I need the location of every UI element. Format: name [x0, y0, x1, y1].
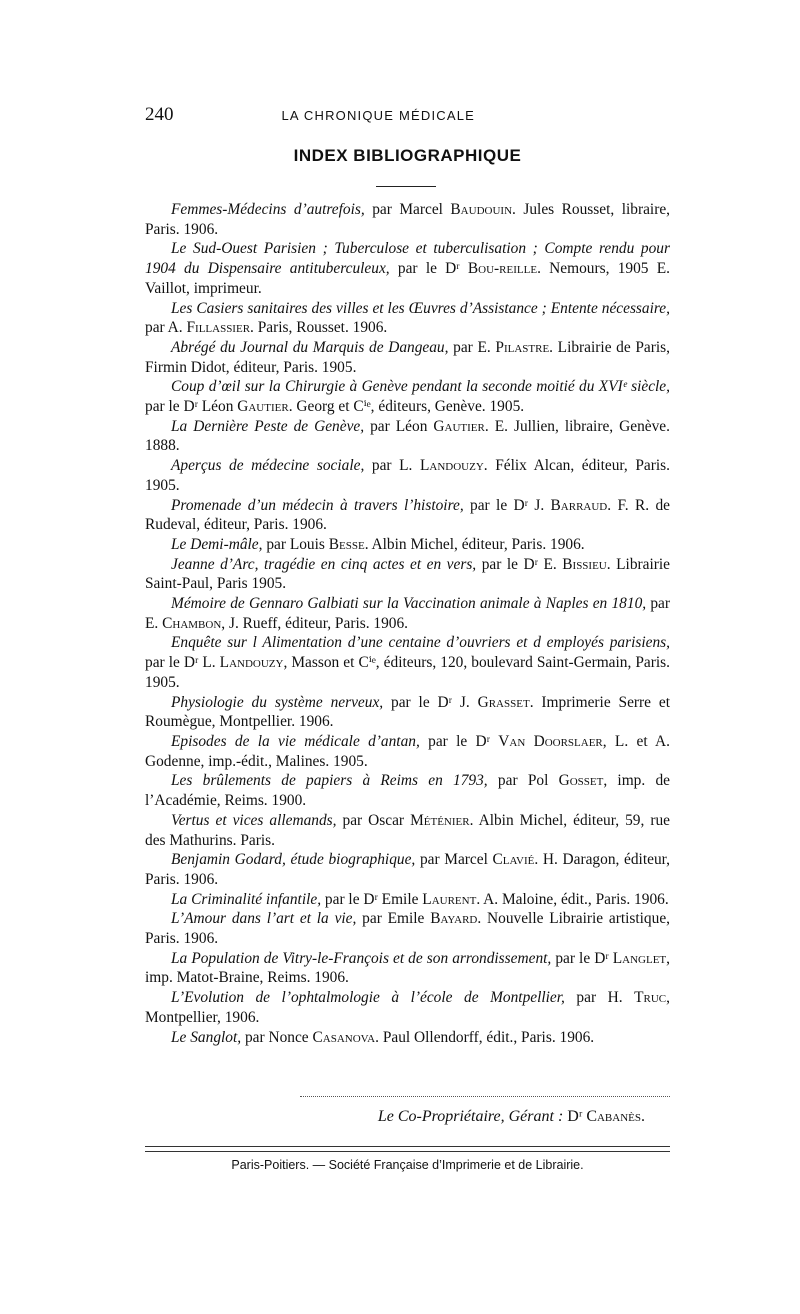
- entry-details: , imp. Matot-Braine, Reims. 1906.: [145, 949, 670, 987]
- bibliography-entry: [145, 456, 670, 495]
- bibliography-entry: [145, 377, 670, 416]
- bibliography-list: [145, 200, 670, 1047]
- bibliography-entry: [145, 811, 670, 850]
- entry-details: . Paul Ollendorff, édit., Paris. 1906.: [375, 1028, 595, 1046]
- entry-title: Les Casiers sanitaires des villes et les Œuvres d’Assistance ; Entente nécessaire,: [171, 299, 670, 317]
- running-head: [145, 104, 670, 126]
- entry-author: Van Doorslaer: [498, 732, 603, 750]
- entry-title: Physiologie du système nerveux,: [171, 693, 384, 711]
- bibliography-entry: [145, 496, 670, 535]
- divider-top: [145, 1146, 670, 1147]
- entry-connector: par Marcel: [364, 201, 451, 218]
- bibliography-entry: [145, 535, 670, 555]
- entry-details: , Montpellier, 1906.: [145, 989, 670, 1026]
- entry-title: Le Demi-mâle,: [171, 535, 263, 553]
- entry-title: Les brûlements de papiers à Reims en 1793,: [171, 772, 488, 790]
- bibliography-entry: [145, 555, 670, 594]
- entry-author: Besse: [328, 535, 365, 553]
- entry-title: Le Sanglot,: [171, 1028, 242, 1046]
- journal-title: LA CHRONIQUE MÉDICALE: [281, 108, 476, 123]
- entry-details: . Félix Alcan, éditeur, Paris. 1905.: [145, 457, 670, 494]
- entry-title: Abrégé du Journal du Marquis de Dangeau,: [171, 338, 449, 356]
- entry-author: Truc: [634, 989, 667, 1007]
- entry-author: Méténier: [410, 811, 470, 829]
- entry-author: Chambon: [162, 614, 222, 632]
- bibliography-entry: [145, 850, 670, 889]
- entry-connector: par Léon: [364, 417, 434, 435]
- signature-name: Cabanès.: [586, 1108, 645, 1125]
- entry-connector: par Pol: [487, 772, 559, 790]
- entry-author: Bissieu: [562, 555, 607, 573]
- entry-details: . E. Jullien, libraire, Genève. 1888.: [145, 417, 670, 455]
- signature-prefix: Dʳ: [563, 1108, 587, 1125]
- entry-details: . Paris, Rousset. 1906.: [250, 319, 388, 337]
- entry-title: Jeanne d’Arc, tragédie en cinq actes et en vers,: [171, 555, 477, 573]
- bibliography-entry: [145, 890, 670, 910]
- bibliography-entry: [145, 771, 670, 810]
- bibliography-entry: [145, 909, 670, 948]
- entry-details: . Albin Michel, éditeur, 59, rue des Mathurins. Paris.: [145, 811, 670, 849]
- entry-author: Clavié: [492, 851, 535, 869]
- signature: [300, 1108, 645, 1126]
- entry-details: . Librairie de Paris, Firmin Didot, éditeur, Paris. 1905.: [145, 338, 671, 376]
- entry-connector: par le Dʳ: [419, 732, 499, 750]
- bibliography-entry: [145, 239, 670, 298]
- entry-title: La Dernière Peste de Genève,: [171, 417, 365, 435]
- entry-connector: par Marcel: [415, 851, 493, 869]
- entry-title: Benjamin Godard, étude biographique,: [171, 851, 416, 869]
- entry-title: Coup d’œil sur la Chirurgie à Genève pendant la seconde moitié du XVIᵉ siècle,: [171, 378, 670, 396]
- entry-details: . A. Maloine, édit., Paris. 1906.: [476, 890, 669, 908]
- bibliography-entry: [145, 949, 670, 988]
- bibliography-entry: [145, 732, 670, 771]
- entry-details: , Masson et Cⁱᵉ, éditeurs, 120, boulevard Saint-Germain, Paris. 1905.: [145, 654, 670, 691]
- entry-author: Bou-reille: [467, 260, 538, 278]
- page-number: 240: [145, 104, 174, 125]
- bibliography-entry: [145, 1028, 670, 1048]
- entry-connector: par H.: [564, 989, 635, 1007]
- entry-author: Laurent: [422, 890, 477, 908]
- entry-author: Landouzy: [219, 654, 284, 672]
- entry-title: Le Sud-Ouest Parisien ; Tuberculose et tuberculisation ; Compte rendu pour 1904 du Dispensaire antituberculeux,: [145, 240, 670, 278]
- entry-author: Landouzy: [419, 457, 484, 475]
- entry-connector: par L.: [364, 457, 420, 475]
- entry-author: Gautier: [433, 417, 485, 435]
- entry-title: La Population de Vitry-le-François et de son arrondissement,: [171, 949, 552, 967]
- bibliography-entry: [145, 200, 670, 239]
- divider-bottom: [145, 1151, 670, 1152]
- entry-title: Femmes-Médecins d’autrefois,: [171, 201, 365, 218]
- bibliography-entry: [145, 988, 670, 1027]
- entry-author: Baudouin: [450, 201, 513, 218]
- entry-author: Langlet: [612, 949, 667, 967]
- entry-title: La Criminalité infantile,: [171, 890, 322, 908]
- entry-details: . Librairie Saint-Paul, Paris 1905.: [145, 555, 670, 593]
- entry-details: . Albin Michel, éditeur, Paris. 1906.: [364, 535, 585, 553]
- entry-connector: par A.: [145, 319, 187, 337]
- entry-title: Aperçus de médecine sociale,: [171, 457, 365, 475]
- divider-dotted: [300, 1096, 670, 1097]
- entry-details: . H. Daragon, éditeur, Paris. 1906.: [145, 851, 670, 888]
- printer-imprint: Paris-Poitiers. — Société Française d’Imprimerie et de Librairie.: [231, 1158, 584, 1172]
- entry-details: . Georg et Cⁱᵉ, éditeurs, Genève. 1905.: [288, 398, 525, 416]
- entry-author: Fillassier: [186, 319, 251, 337]
- entry-author: Bayard: [430, 910, 478, 928]
- entry-details: . F. R. de Rudeval, éditeur, Paris. 1906.: [145, 496, 670, 534]
- entry-details: , J. Rueff, éditeur, Paris. 1906.: [221, 614, 409, 632]
- entry-details: , imp. de l’Académie, Reims. 1900.: [145, 772, 670, 810]
- entry-details: . Imprimerie Serre et Roumègue, Montpellier. 1906.: [145, 693, 670, 731]
- entry-connector: par le Dʳ J.: [383, 693, 478, 711]
- entry-title: Vertus et vices allemands,: [171, 811, 337, 829]
- entry-connector: par Oscar: [336, 811, 411, 829]
- entry-author: Casanova: [312, 1028, 376, 1046]
- section-title: INDEX BIBLIOGRAPHIQUE: [293, 146, 522, 165]
- entry-connector: par le Dʳ: [551, 949, 613, 967]
- entry-title: Promenade d’un médecin à travers l’histoire,: [171, 496, 464, 514]
- entry-connector: par le Dʳ Emile: [321, 890, 423, 908]
- entry-details: , L. et A. Godenne, imp.-édit., Malines. 1905.: [145, 732, 671, 770]
- entry-author: Gautier: [237, 398, 289, 416]
- entry-author: Gosset: [558, 772, 604, 790]
- entry-connector: par Emile: [356, 910, 431, 928]
- entry-connector: par le Dʳ E.: [476, 555, 563, 573]
- bibliography-entry: [145, 594, 670, 633]
- entry-details: . Jules Rousset, libraire, Paris. 1906.: [145, 201, 671, 238]
- bibliography-entry: [145, 693, 670, 732]
- bibliography-entry: [145, 417, 670, 456]
- bibliography-entry: [145, 633, 670, 692]
- entry-author: Barraud: [550, 496, 608, 514]
- entry-title: Enquête sur l Alimentation d’une centaine d’ouvriers et d employés parisiens,: [171, 634, 670, 652]
- entry-connector: par le Dʳ J.: [463, 496, 551, 514]
- entry-author: Pilastre: [495, 338, 550, 356]
- bibliography-entry: [145, 299, 670, 338]
- entry-connector: par le Dʳ L.: [145, 654, 220, 672]
- entry-details: . Nouvelle Librairie artistique, Paris. 1906.: [145, 910, 671, 948]
- signature-role: Le Co-Propriétaire, Gérant :: [377, 1108, 564, 1125]
- bibliography-entry: [145, 338, 670, 377]
- entry-connector: par Louis: [262, 535, 329, 553]
- entry-title: L’Amour dans l’art et la vie,: [171, 910, 357, 928]
- entry-connector: par E.: [448, 338, 496, 356]
- title-rule: [376, 186, 436, 187]
- entry-title: Mémoire de Gennaro Galbiati sur la Vaccination animale à Naples en 1810,: [171, 595, 647, 613]
- entry-details: . Nemours, 1905 E. Vaillot, imprimeur.: [145, 260, 670, 297]
- entry-connector: par Nonce: [241, 1028, 313, 1046]
- entry-connector: par le Dʳ Léon: [145, 398, 238, 416]
- entry-connector: par le Dʳ: [389, 260, 468, 278]
- entry-connector: par E.: [145, 595, 671, 632]
- entry-author: Grasset: [477, 693, 530, 711]
- entry-title: L’Evolution de l’ophtalmologie à l’école de Montpellier,: [171, 989, 565, 1007]
- entry-title: Episodes de la vie médicale d’antan,: [171, 732, 420, 750]
